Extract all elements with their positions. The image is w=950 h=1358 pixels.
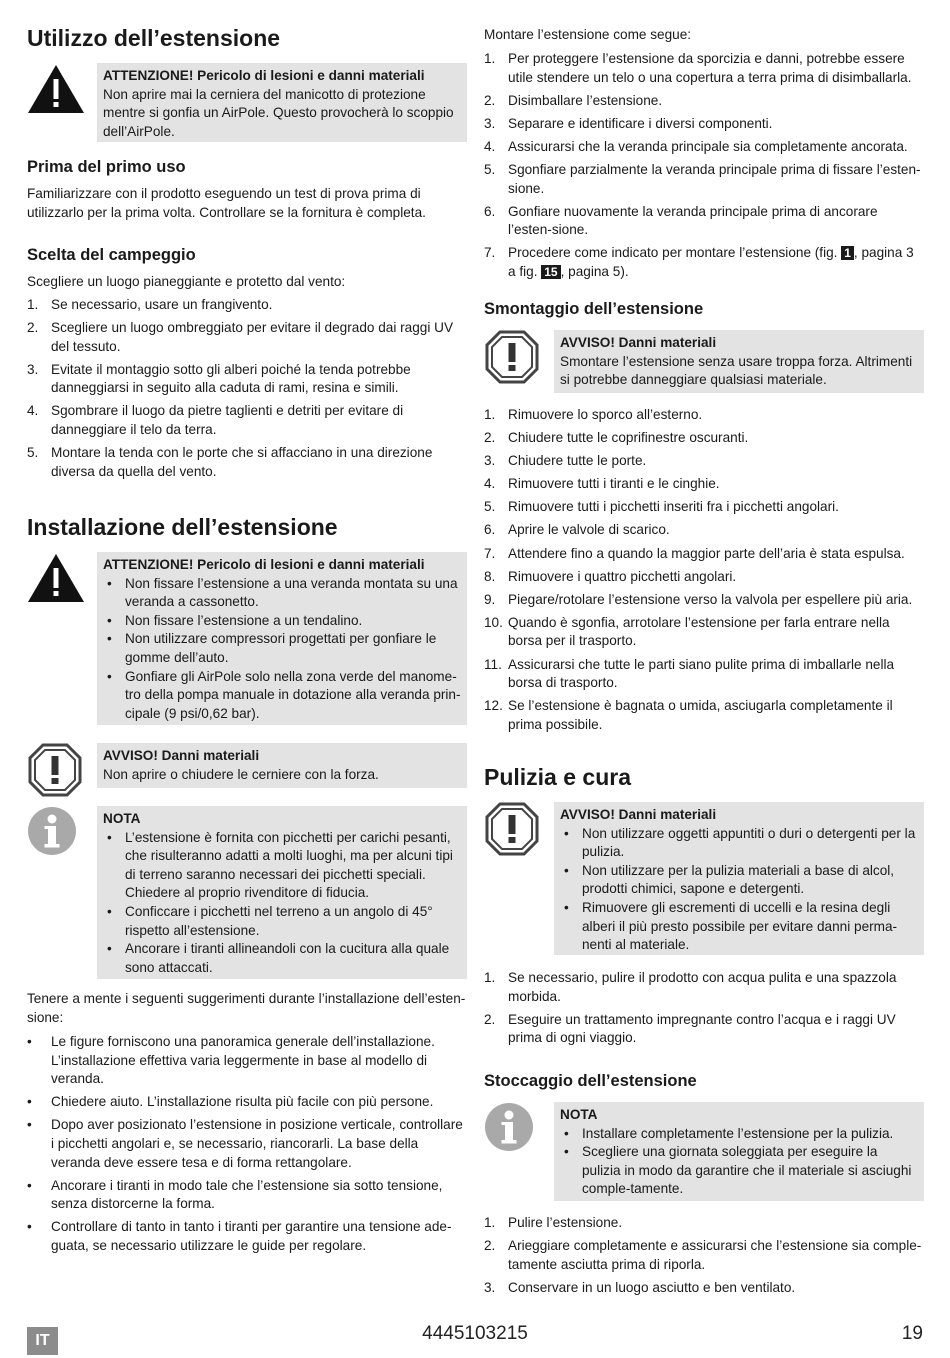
list-item <box>27 361 467 398</box>
install-warning-box <box>97 552 467 725</box>
list-item <box>484 614 924 651</box>
list-text: Arieggiare completamente e assicurarsi che l’estensione sia comple-tamente asciutta prima di riporla. <box>508 1238 922 1272</box>
list-text: Rimuovere lo sporco all’esterno. <box>508 407 703 422</box>
list-number: 9. <box>484 591 496 607</box>
list-number: 3. <box>27 361 39 377</box>
install-note-bullets <box>103 829 461 978</box>
list-text: Disimballare l’estensione. <box>508 92 663 108</box>
storage-note-box <box>554 1102 924 1201</box>
list-text: Per proteggere l’estensione da sporcizia e danni, potrebbe essere utile stendere un telo o una copertura a terra prima di disimballarla. <box>508 51 912 85</box>
list-item <box>484 406 924 425</box>
warning-bullet: • Gonfiare gli AirPole solo nella zona verde del manome-tro della pompa manuale in dotazione alla veranda prin-cipale (9 psi/0,62 bar). <box>103 668 461 724</box>
list-number: 1. <box>484 970 496 985</box>
tip-item: • Ancorare i tiranti in modo tale che l’estensione sia sotto tensione, senza distorcerne la forma. <box>27 1177 467 1214</box>
list-text: Sgonfiare parzialmente la veranda principale prima di fissare l’esten-sione. <box>508 161 921 196</box>
usage-warning-box <box>97 63 467 142</box>
list-number: 7. <box>484 245 496 261</box>
list-text: Rimuovere i quattro picchetti angolari. <box>508 568 737 584</box>
list-item <box>484 92 924 111</box>
list-item <box>484 475 924 494</box>
dismount-list <box>484 406 924 739</box>
list-text: Attendere fino a quando la maggior parte dell’aria è stata espulsa. <box>508 545 905 561</box>
info-circle-icon <box>484 1102 544 1158</box>
notice-bullet: • Non utilizzare oggetti appuntiti o duri o detergenti per la pulizia. <box>560 825 918 862</box>
list-number: 5. <box>27 445 39 461</box>
dismount-heading: Smontaggio dell’estensione <box>484 300 704 318</box>
list-item <box>484 429 924 448</box>
list-item <box>484 656 924 693</box>
list-text: Rimuovere tutti i tiranti e le cinghie. <box>508 476 720 492</box>
list-number: 2. <box>484 1011 496 1027</box>
list-number: 1. <box>484 1215 496 1230</box>
notice-octagon-icon <box>27 743 87 799</box>
cleaning-bullets <box>560 825 918 955</box>
list-item <box>27 402 467 439</box>
list-item <box>484 161 924 198</box>
list-item <box>484 244 924 281</box>
storage-heading: Stoccaggio dell’estensione <box>484 1072 697 1090</box>
list-number: 1. <box>484 407 496 422</box>
campsite-list <box>27 296 467 486</box>
install-note-box <box>97 806 467 979</box>
list-number: 3. <box>484 1279 496 1295</box>
note-bullet: • L’estensione è fornita con picchetti per carichi pesanti, che risulteranno adatti a molti luoghi, ma per alcuni tipi di terreno saranno necessari dei picchetti speciali. Chiedere al proprio rivenditore di fiducia. <box>103 829 461 903</box>
usage-warning-title: ATTENZIONE! Pericolo di lesioni e danni materiali <box>103 68 425 83</box>
install-warning-title: ATTENZIONE! Pericolo di lesioni e danni materiali <box>103 557 425 572</box>
cleaning-notice-title: AVVISO! Danni materiali <box>560 807 717 822</box>
usage-warning-text: Non aprire mai la cerniera del manicotto di protezione mentre si gonfia un AirPole. Questo provocherà lo scoppio dell’AirPole. <box>103 86 454 139</box>
list-number: 1. <box>484 51 496 66</box>
list-number: 10. <box>484 614 503 630</box>
list-number: 5. <box>484 499 496 515</box>
list-item <box>27 444 467 481</box>
list-number: 6. <box>484 522 496 538</box>
list-number: 5. <box>484 161 496 177</box>
install-notice-title: AVVISO! Danni materiali <box>103 748 260 763</box>
tips-list <box>27 1033 467 1260</box>
cleaning-notice-box <box>554 802 924 955</box>
list-text: Eseguire un trattamento impregnante contro l’acqua e i raggi UV prima di ogni viaggio. <box>508 1011 896 1046</box>
storage-list <box>484 1214 924 1302</box>
cleaning-list <box>484 969 924 1052</box>
list-text: Conservare in un luogo asciutto e ben ventilato. <box>508 1279 796 1295</box>
tip-item: • Controllare di tanto in tanto i tiranti per garantire una tensione ade-guata, se necessario utilizzare le guide per regolare. <box>27 1218 467 1255</box>
list-item <box>484 138 924 157</box>
figure-badge: 15 <box>541 265 560 279</box>
first-use-heading: Prima del primo uso <box>27 158 186 176</box>
list-item <box>484 1237 924 1274</box>
campsite-intro: Scegliere un luogo pianeggiante e protetto dal vento: <box>27 274 346 289</box>
usage-heading: Utilizzo dell’estensione <box>27 25 281 51</box>
list-text: Aprire le valvole di scarico. <box>508 522 670 538</box>
list-item <box>484 568 924 587</box>
list-item <box>27 319 467 356</box>
list-text: Piegare/rotolare l’estensione verso la valvola per espellere più aria. <box>508 591 913 607</box>
list-item <box>484 1011 924 1048</box>
campsite-heading: Scelta del campeggio <box>27 246 196 264</box>
list-item <box>484 521 924 540</box>
list-text: Gonfiare nuovamente la veranda principale prima di ancorare l’esten-sione. <box>508 203 878 238</box>
tip-item: • Chiedere aiuto. L’installazione risulta più facile con più persone. <box>27 1093 467 1112</box>
info-circle-icon <box>27 806 87 862</box>
note-bullet: • Installare completamente l’estensione per la pulizia. <box>560 1125 918 1144</box>
install-notice-box <box>97 743 467 788</box>
list-item <box>484 50 924 87</box>
mount-intro: Montare l’estensione come segue: <box>484 27 692 42</box>
list-number: 4. <box>27 403 39 419</box>
list-item <box>484 545 924 564</box>
dismount-notice-title: AVVISO! Danni materiali <box>560 335 717 350</box>
list-text: , pagina 5). <box>560 263 629 279</box>
list-number: 2. <box>484 92 496 108</box>
list-text: Se l’estensione è bagnata o umida, asciugarla completamente il prima possibile. <box>508 698 893 732</box>
list-text: Se necessario, usare un frangivento. <box>51 297 273 312</box>
figure-badge: 1 <box>841 246 854 260</box>
list-number: 3. <box>484 453 496 469</box>
list-text: Assicurarsi che tutte le parti siano pulite prima di imballarle nella borsa di trasporto. <box>508 656 895 691</box>
list-text: Chiudere tutte le porte. <box>508 453 647 469</box>
list-item <box>484 115 924 134</box>
tip-item: • Le figure forniscono una panoramica generale dell’installazione. L’installazione effettiva varia leggermente in base al modello di veranda. <box>27 1033 467 1089</box>
list-text: Chiudere tutte le coprifinestre oscuranti. <box>508 430 749 446</box>
list-number: 4. <box>484 476 496 492</box>
list-number: 2. <box>484 1238 496 1254</box>
list-text: Separare e identificare i diversi componenti. <box>508 115 773 131</box>
list-item <box>484 1214 924 1233</box>
mount-list <box>484 50 924 286</box>
list-text: , pagina 3 a fig. <box>508 245 914 279</box>
list-item <box>484 498 924 517</box>
list-number: 2. <box>27 320 39 336</box>
tip-item: • Dopo aver posizionato l’estensione in posizione verticale, controllare i picchetti angolari e, se necessario, riancorarli. La base della veranda deve essere tesa e di forma rettangolare. <box>27 1116 467 1172</box>
page-number: 19 <box>901 1323 923 1344</box>
warning-bullet: • Non utilizzare compressori progettati per gonfiare le gomme dell’auto. <box>103 630 461 667</box>
list-text: Rimuovere tutti i picchetti inseriti fra i picchetti angolari. <box>508 499 839 515</box>
list-item <box>484 203 924 240</box>
list-text: Procedere come indicato per montare l’estensione (fig. <box>508 245 842 261</box>
language-badge: IT <box>27 1327 58 1355</box>
first-use-text: Familiarizzare con il prodotto eseguendo un test di prova prima di utilizzarlo per la prima volta. Controllare se la fornitura è completa. <box>27 186 426 220</box>
note-bullet: • Scegliere una giornata soleggiata per eseguire la pulizia in modo da garantire che il materiale si asciughi comple-tamente. <box>560 1143 918 1199</box>
list-item <box>484 591 924 610</box>
list-text: Montare la tenda con le porte che si affacciano in una direzione diversa da quella del vento. <box>51 445 433 479</box>
document-code: 4445103215 <box>422 1323 528 1344</box>
dismount-notice-box <box>554 330 924 393</box>
list-number: 11. <box>484 656 502 672</box>
install-warning-bullets <box>103 575 461 724</box>
tips-intro: Tenere a mente i seguenti suggerimenti durante l’installazione dell’esten-sione: <box>27 991 466 1025</box>
list-item <box>484 1279 924 1298</box>
install-heading: Installazione dell’estensione <box>27 514 338 540</box>
list-text: Se necessario, pulire il prodotto con acqua pulita e una spazzola morbida. <box>508 970 897 1004</box>
note-bullet: • Ancorare i tiranti allineandoli con la cucitura alla quale sono attaccati. <box>103 940 461 977</box>
list-text: Pulire l’estensione. <box>508 1215 623 1230</box>
install-note-title: NOTA <box>103 811 141 826</box>
warning-bullet: • Non fissare l’estensione a una veranda montata su una veranda a cassonetto. <box>103 575 461 612</box>
warning-triangle-icon <box>27 552 87 608</box>
note-bullet: • Conficcare i picchetti nel terreno a un angolo di 45° rispetto all’estensione. <box>103 903 461 940</box>
list-item <box>484 969 924 1006</box>
list-number: 4. <box>484 138 496 154</box>
storage-bullets <box>560 1125 918 1199</box>
notice-bullet: • Non utilizzare per la pulizia materiali a base di alcol, prodotti chimici, sapone e detergenti. <box>560 862 918 899</box>
list-text: Sgombrare il luogo da pietre taglienti e detriti per evitare di danneggiare il telo da terra. <box>51 403 404 438</box>
notice-octagon-icon <box>484 330 544 386</box>
list-number: 2. <box>484 430 496 446</box>
dismount-notice-text: Smontare l’estensione senza usare troppa forza. Altrimenti si potrebbe danneggiare qualsiasi materiale. <box>560 353 913 388</box>
list-item <box>484 452 924 471</box>
notice-octagon-icon <box>484 802 544 858</box>
list-text: Quando è sgonfia, arrotolare l’estensione per farla entrare nella borsa per il trasporto. <box>508 614 890 649</box>
list-number: 7. <box>484 545 496 561</box>
list-text: Scegliere un luogo ombreggiato per evitare il degrado dai raggi UV del tessuto. <box>51 320 454 354</box>
storage-note-title: NOTA <box>560 1107 598 1122</box>
install-notice-text: Non aprire o chiudere le cerniere con la forza. <box>103 766 379 782</box>
list-text: Assicurarsi che la veranda principale sia completamente ancorata. <box>508 138 908 154</box>
list-item <box>27 296 467 315</box>
list-number: 8. <box>484 568 496 584</box>
list-number: 6. <box>484 203 496 219</box>
warning-triangle-icon <box>27 63 87 119</box>
list-number: 3. <box>484 115 496 131</box>
list-number: 12. <box>484 698 503 714</box>
notice-bullet: • Rimuovere gli escrementi di uccelli e la resina degli alberi il più presto possibile per evitare danni perma-nenti al materiale. <box>560 899 918 955</box>
list-text: Evitate il montaggio sotto gli alberi poiché la tenda potrebbe danneggiarsi in seguito alla caduta di rami, resina e simili. <box>51 361 411 396</box>
cleaning-heading: Pulizia e cura <box>484 764 632 790</box>
list-item <box>484 697 924 734</box>
list-number: 1. <box>27 297 39 312</box>
warning-bullet: • Non fissare l’estensione a un tendalino. <box>103 612 461 631</box>
